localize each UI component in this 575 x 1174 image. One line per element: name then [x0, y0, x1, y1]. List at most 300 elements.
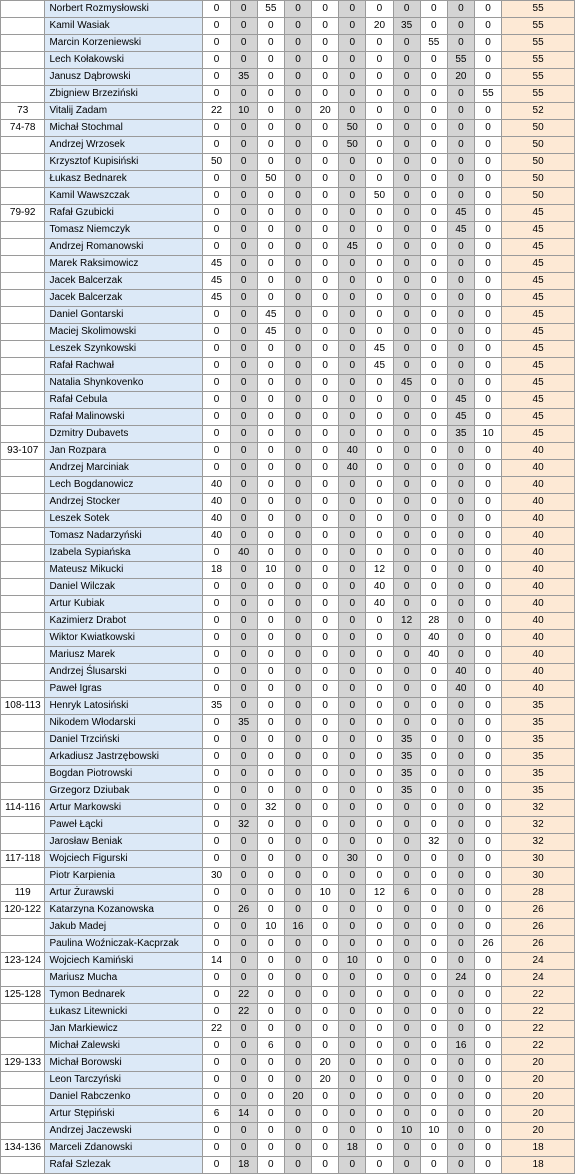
score-cell: 0	[257, 1004, 284, 1021]
score-cell: 0	[203, 35, 230, 52]
score-cell: 0	[284, 528, 311, 545]
score-cell: 0	[257, 1140, 284, 1157]
score-cell: 0	[420, 205, 447, 222]
player-name-cell: Kamil Wasiak	[45, 18, 203, 35]
player-name-cell: Artur Żurawski	[45, 885, 203, 902]
table-row	[1, 834, 575, 851]
score-cell: 0	[203, 120, 230, 137]
score-cell: 0	[393, 970, 420, 987]
score-cell: 0	[366, 392, 393, 409]
score-cell: 0	[203, 1072, 230, 1089]
score-cell: 0	[366, 86, 393, 103]
score-cell: 0	[393, 851, 420, 868]
score-cell: 0	[312, 698, 339, 715]
rank-cell	[1, 307, 45, 324]
score-cell: 55	[475, 86, 502, 103]
score-cell: 0	[366, 256, 393, 273]
score-cell: 0	[475, 392, 502, 409]
score-cell: 0	[339, 630, 366, 647]
score-cell: 0	[366, 834, 393, 851]
rank-cell	[1, 494, 45, 511]
score-cell: 0	[366, 698, 393, 715]
score-cell: 12	[366, 562, 393, 579]
score-cell: 0	[475, 562, 502, 579]
score-cell: 0	[257, 647, 284, 664]
score-cell: 0	[230, 35, 257, 52]
score-cell: 0	[393, 494, 420, 511]
score-cell: 0	[284, 392, 311, 409]
score-cell: 0	[420, 171, 447, 188]
score-cell: 0	[366, 817, 393, 834]
score-cell: 45	[203, 290, 230, 307]
score-cell: 0	[284, 511, 311, 528]
rank-cell	[1, 460, 45, 477]
score-cell: 0	[447, 460, 474, 477]
score-cell: 0	[230, 749, 257, 766]
score-cell: 0	[257, 1123, 284, 1140]
score-cell: 0	[420, 222, 447, 239]
rank-cell: 119	[1, 885, 45, 902]
score-cell: 0	[339, 528, 366, 545]
table-row	[1, 222, 575, 239]
score-cell: 0	[257, 766, 284, 783]
score-cell: 0	[230, 443, 257, 460]
score-cell: 18	[203, 562, 230, 579]
score-cell: 0	[230, 511, 257, 528]
player-name-cell: Leon Tarczyński	[45, 1072, 203, 1089]
score-cell: 0	[257, 18, 284, 35]
score-cell: 0	[230, 256, 257, 273]
score-cell: 0	[339, 477, 366, 494]
score-cell: 0	[230, 426, 257, 443]
score-cell: 0	[366, 409, 393, 426]
score-cell: 0	[230, 154, 257, 171]
total-cell: 24	[502, 970, 575, 987]
score-cell: 0	[230, 239, 257, 256]
score-cell: 0	[230, 681, 257, 698]
score-cell: 0	[475, 477, 502, 494]
score-cell: 0	[312, 69, 339, 86]
score-cell: 0	[203, 783, 230, 800]
total-cell: 45	[502, 324, 575, 341]
score-cell: 0	[420, 919, 447, 936]
total-cell: 32	[502, 800, 575, 817]
score-cell: 40	[203, 477, 230, 494]
score-cell: 0	[312, 613, 339, 630]
score-cell: 0	[393, 426, 420, 443]
table-row	[1, 936, 575, 953]
score-cell: 0	[475, 1157, 502, 1174]
score-cell: 22	[230, 1004, 257, 1021]
score-cell: 20	[447, 69, 474, 86]
score-cell: 0	[393, 1072, 420, 1089]
table-row	[1, 409, 575, 426]
score-cell: 0	[230, 596, 257, 613]
player-name-cell: Michał Stochmal	[45, 120, 203, 137]
score-cell: 0	[339, 579, 366, 596]
table-row	[1, 1038, 575, 1055]
score-cell: 0	[230, 188, 257, 205]
score-cell: 0	[257, 341, 284, 358]
score-cell: 0	[339, 154, 366, 171]
score-cell: 0	[366, 205, 393, 222]
score-cell: 0	[230, 766, 257, 783]
score-cell: 0	[420, 324, 447, 341]
rank-cell: 73	[1, 103, 45, 120]
score-cell: 0	[230, 375, 257, 392]
score-cell: 0	[203, 443, 230, 460]
player-name-cell: Lech Bogdanowicz	[45, 477, 203, 494]
rank-cell	[1, 1, 45, 18]
rank-cell: 120-122	[1, 902, 45, 919]
score-cell: 0	[257, 86, 284, 103]
score-cell: 0	[447, 613, 474, 630]
score-cell: 0	[312, 171, 339, 188]
score-cell: 0	[312, 562, 339, 579]
score-cell: 0	[312, 936, 339, 953]
score-cell: 0	[339, 256, 366, 273]
score-cell: 0	[203, 936, 230, 953]
score-cell: 0	[447, 375, 474, 392]
score-cell: 0	[447, 817, 474, 834]
player-name-cell: Andrzej Ślusarski	[45, 664, 203, 681]
total-cell: 55	[502, 69, 575, 86]
score-cell: 10	[257, 562, 284, 579]
score-cell: 0	[284, 358, 311, 375]
score-cell: 0	[257, 528, 284, 545]
total-cell: 35	[502, 783, 575, 800]
score-cell: 0	[475, 1004, 502, 1021]
score-cell: 0	[420, 766, 447, 783]
score-cell: 0	[366, 273, 393, 290]
score-cell: 40	[339, 460, 366, 477]
score-cell: 0	[203, 987, 230, 1004]
rank-cell	[1, 681, 45, 698]
score-cell: 0	[366, 970, 393, 987]
score-cell: 0	[257, 1021, 284, 1038]
score-cell: 0	[447, 868, 474, 885]
score-cell: 0	[312, 1123, 339, 1140]
score-cell: 0	[420, 1, 447, 18]
score-cell: 0	[420, 477, 447, 494]
score-cell: 0	[366, 239, 393, 256]
score-cell: 0	[339, 307, 366, 324]
total-cell: 35	[502, 715, 575, 732]
score-cell: 0	[203, 1140, 230, 1157]
score-cell: 0	[203, 358, 230, 375]
total-cell: 20	[502, 1072, 575, 1089]
score-cell: 0	[257, 1157, 284, 1174]
score-cell: 0	[257, 511, 284, 528]
score-cell: 0	[339, 1106, 366, 1123]
score-cell: 0	[203, 205, 230, 222]
score-cell: 35	[393, 732, 420, 749]
score-cell: 0	[203, 409, 230, 426]
total-cell: 45	[502, 341, 575, 358]
player-name-cell: Katarzyna Kozanowska	[45, 902, 203, 919]
score-cell: 0	[230, 460, 257, 477]
score-cell: 0	[312, 1106, 339, 1123]
score-cell: 0	[447, 1157, 474, 1174]
score-cell: 0	[257, 698, 284, 715]
score-cell: 0	[230, 868, 257, 885]
score-cell: 0	[447, 86, 474, 103]
score-cell: 0	[203, 902, 230, 919]
score-cell: 0	[475, 766, 502, 783]
score-cell: 0	[447, 239, 474, 256]
score-cell: 0	[312, 851, 339, 868]
rank-cell: 79-92	[1, 205, 45, 222]
score-cell: 0	[312, 256, 339, 273]
score-cell: 35	[393, 783, 420, 800]
score-cell: 0	[312, 783, 339, 800]
total-cell: 55	[502, 18, 575, 35]
total-cell: 26	[502, 936, 575, 953]
score-cell: 0	[420, 511, 447, 528]
table-row	[1, 868, 575, 885]
score-cell: 0	[366, 35, 393, 52]
score-cell: 0	[475, 256, 502, 273]
score-cell: 0	[230, 120, 257, 137]
score-cell: 0	[447, 545, 474, 562]
total-cell: 18	[502, 1140, 575, 1157]
rank-cell	[1, 18, 45, 35]
score-cell: 0	[420, 1021, 447, 1038]
score-cell: 0	[257, 154, 284, 171]
score-cell: 0	[284, 409, 311, 426]
score-cell: 32	[420, 834, 447, 851]
score-cell: 0	[257, 239, 284, 256]
score-cell: 0	[230, 494, 257, 511]
score-cell: 0	[203, 817, 230, 834]
score-cell: 0	[257, 392, 284, 409]
table-row	[1, 35, 575, 52]
player-name-cell: Natalia Shynkovenko	[45, 375, 203, 392]
score-cell: 0	[312, 358, 339, 375]
score-cell: 0	[312, 205, 339, 222]
table-row	[1, 171, 575, 188]
score-cell: 0	[284, 324, 311, 341]
score-cell: 0	[339, 562, 366, 579]
score-cell: 45	[447, 222, 474, 239]
score-cell: 0	[420, 953, 447, 970]
table-row	[1, 783, 575, 800]
score-cell: 0	[447, 324, 474, 341]
score-cell: 0	[366, 766, 393, 783]
score-cell: 45	[203, 256, 230, 273]
score-cell: 0	[284, 1140, 311, 1157]
rank-cell	[1, 749, 45, 766]
score-cell: 0	[475, 630, 502, 647]
score-cell: 0	[420, 86, 447, 103]
score-cell: 50	[366, 188, 393, 205]
total-cell: 35	[502, 698, 575, 715]
player-name-cell: Janusz Dąbrowski	[45, 69, 203, 86]
total-cell: 40	[502, 664, 575, 681]
score-cell: 0	[366, 800, 393, 817]
score-cell: 0	[284, 562, 311, 579]
score-cell: 0	[339, 902, 366, 919]
score-cell: 0	[312, 647, 339, 664]
score-cell: 0	[366, 783, 393, 800]
score-cell: 0	[257, 273, 284, 290]
score-cell: 26	[230, 902, 257, 919]
score-cell: 0	[257, 817, 284, 834]
ranking-table-body	[1, 1, 575, 1174]
score-cell: 0	[393, 1089, 420, 1106]
score-cell: 0	[284, 613, 311, 630]
score-cell: 45	[257, 307, 284, 324]
player-name-cell: Artur Stępiński	[45, 1106, 203, 1123]
total-cell: 50	[502, 171, 575, 188]
table-row	[1, 392, 575, 409]
total-cell: 40	[502, 630, 575, 647]
score-cell: 0	[447, 307, 474, 324]
score-cell: 0	[203, 664, 230, 681]
score-cell: 0	[420, 1140, 447, 1157]
score-cell: 0	[475, 307, 502, 324]
score-cell: 0	[366, 494, 393, 511]
player-name-cell: Marceli Zdanowski	[45, 1140, 203, 1157]
score-cell: 0	[312, 188, 339, 205]
score-cell: 0	[393, 1140, 420, 1157]
score-cell: 0	[420, 783, 447, 800]
score-cell: 0	[312, 1, 339, 18]
score-cell: 0	[257, 494, 284, 511]
score-cell: 0	[393, 137, 420, 154]
score-cell: 0	[257, 205, 284, 222]
score-cell: 0	[393, 1038, 420, 1055]
score-cell: 0	[393, 120, 420, 137]
score-cell: 0	[366, 511, 393, 528]
score-cell: 0	[203, 851, 230, 868]
score-cell: 0	[393, 443, 420, 460]
score-cell: 0	[393, 409, 420, 426]
total-cell: 40	[502, 494, 575, 511]
score-cell: 0	[447, 1089, 474, 1106]
score-cell: 0	[475, 239, 502, 256]
score-cell: 0	[312, 120, 339, 137]
score-cell: 0	[366, 103, 393, 120]
score-cell: 0	[420, 528, 447, 545]
score-cell: 0	[393, 579, 420, 596]
score-cell: 0	[203, 1038, 230, 1055]
score-cell: 0	[312, 1140, 339, 1157]
player-name-cell: Izabela Sypiańska	[45, 545, 203, 562]
score-cell: 0	[230, 1089, 257, 1106]
score-cell: 0	[339, 800, 366, 817]
score-cell: 0	[393, 307, 420, 324]
score-cell: 0	[312, 1004, 339, 1021]
score-cell: 0	[312, 1089, 339, 1106]
score-cell: 0	[447, 596, 474, 613]
score-cell: 0	[420, 851, 447, 868]
score-cell: 0	[284, 936, 311, 953]
score-cell: 22	[230, 987, 257, 1004]
score-cell: 0	[339, 324, 366, 341]
score-cell: 0	[284, 596, 311, 613]
score-cell: 0	[475, 1140, 502, 1157]
score-cell: 0	[366, 1021, 393, 1038]
score-cell: 35	[447, 426, 474, 443]
score-cell: 0	[312, 477, 339, 494]
score-cell: 0	[284, 86, 311, 103]
score-cell: 0	[339, 613, 366, 630]
score-cell: 0	[203, 18, 230, 35]
table-row	[1, 1140, 575, 1157]
score-cell: 0	[339, 1004, 366, 1021]
score-cell: 0	[475, 1089, 502, 1106]
total-cell: 40	[502, 511, 575, 528]
rank-cell	[1, 647, 45, 664]
total-cell: 24	[502, 953, 575, 970]
score-cell: 45	[366, 341, 393, 358]
score-cell: 0	[475, 715, 502, 732]
score-cell: 0	[257, 137, 284, 154]
score-cell: 0	[475, 443, 502, 460]
score-cell: 0	[475, 120, 502, 137]
score-cell: 10	[475, 426, 502, 443]
score-cell: 0	[447, 256, 474, 273]
score-cell: 0	[447, 120, 474, 137]
score-cell: 32	[230, 817, 257, 834]
table-row	[1, 766, 575, 783]
score-cell: 0	[366, 868, 393, 885]
score-cell: 0	[230, 885, 257, 902]
score-cell: 0	[230, 1, 257, 18]
player-name-cell: Paweł Igras	[45, 681, 203, 698]
total-cell: 55	[502, 52, 575, 69]
score-cell: 0	[339, 885, 366, 902]
rank-cell: 74-78	[1, 120, 45, 137]
player-name-cell: Rafał Rachwał	[45, 358, 203, 375]
score-cell: 0	[230, 732, 257, 749]
score-cell: 0	[366, 460, 393, 477]
score-cell: 0	[312, 868, 339, 885]
score-cell: 0	[312, 681, 339, 698]
score-cell: 0	[447, 885, 474, 902]
score-cell: 0	[312, 375, 339, 392]
rank-cell: 114-116	[1, 800, 45, 817]
rank-cell	[1, 409, 45, 426]
table-row	[1, 528, 575, 545]
table-row	[1, 273, 575, 290]
score-cell: 0	[230, 222, 257, 239]
score-cell: 0	[230, 1072, 257, 1089]
score-cell: 35	[393, 18, 420, 35]
table-row	[1, 69, 575, 86]
score-cell: 0	[203, 324, 230, 341]
score-cell: 0	[284, 987, 311, 1004]
score-cell: 40	[366, 596, 393, 613]
table-row	[1, 613, 575, 630]
score-cell: 18	[339, 1140, 366, 1157]
score-cell: 0	[420, 817, 447, 834]
score-cell: 0	[257, 35, 284, 52]
total-cell: 45	[502, 290, 575, 307]
score-cell: 55	[420, 35, 447, 52]
score-cell: 0	[339, 596, 366, 613]
score-cell: 35	[230, 69, 257, 86]
score-cell: 0	[257, 596, 284, 613]
rank-cell	[1, 358, 45, 375]
player-name-cell: Leszek Sotek	[45, 511, 203, 528]
table-row	[1, 18, 575, 35]
score-cell: 0	[420, 1004, 447, 1021]
rank-cell	[1, 732, 45, 749]
score-cell: 0	[339, 766, 366, 783]
score-cell: 0	[284, 749, 311, 766]
